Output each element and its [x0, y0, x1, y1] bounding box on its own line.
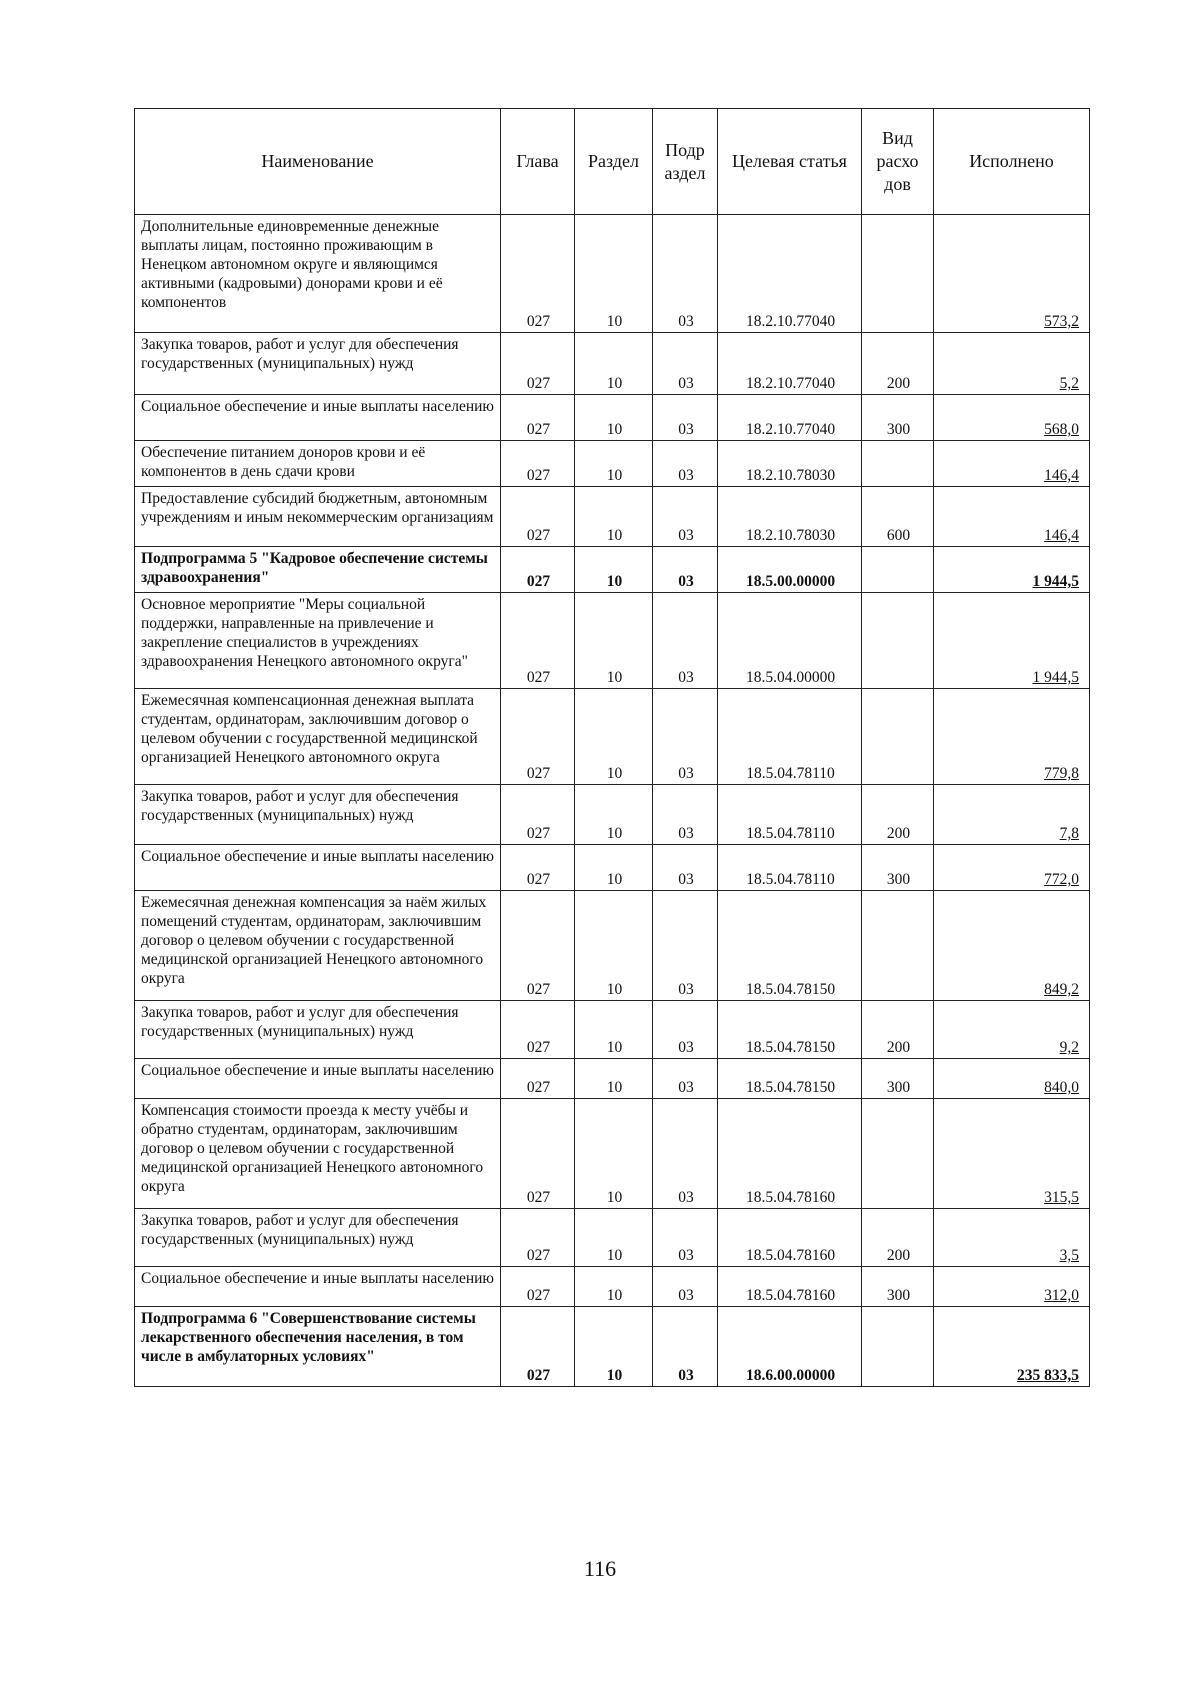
header-podrazdel: Подр аздел	[653, 109, 718, 215]
table-row	[135, 845, 1090, 891]
cell-glava: 027	[501, 689, 575, 785]
cell-tselevaya-statya: 18.2.10.77040	[718, 395, 862, 441]
cell-podrazdel: 03	[653, 215, 718, 333]
header-ispolneno: Исполнено	[934, 109, 1090, 215]
cell-glava: 027	[501, 333, 575, 395]
table-row	[135, 333, 1090, 395]
cell-tselevaya-statya: 18.2.10.77040	[718, 215, 862, 333]
cell-podrazdel: 03	[653, 1059, 718, 1099]
cell-tselevaya-statya: 18.5.04.78110	[718, 785, 862, 845]
cell-podrazdel: 03	[653, 845, 718, 891]
cell-name: Социальное обеспечение и иные выплаты населению	[135, 1059, 501, 1099]
table-row	[135, 1099, 1090, 1209]
cell-vid-raskhodov: 200	[862, 785, 934, 845]
cell-razdel: 10	[575, 891, 653, 1001]
cell-glava: 027	[501, 215, 575, 333]
table-row	[135, 215, 1090, 333]
cell-vid-raskhodov: 600	[862, 487, 934, 547]
cell-razdel: 10	[575, 395, 653, 441]
cell-vid-raskhodov	[862, 1307, 934, 1387]
cell-razdel: 10	[575, 593, 653, 689]
cell-podrazdel: 03	[653, 1209, 718, 1267]
cell-razdel: 10	[575, 441, 653, 487]
table-row	[135, 547, 1090, 593]
header-tselevaya-statya: Целевая статья	[718, 109, 862, 215]
cell-razdel: 10	[575, 547, 653, 593]
table-row	[135, 441, 1090, 487]
cell-podrazdel: 03	[653, 891, 718, 1001]
cell-razdel: 10	[575, 1267, 653, 1307]
table-row	[135, 1209, 1090, 1267]
cell-podrazdel: 03	[653, 785, 718, 845]
cell-tselevaya-statya: 18.5.00.00000	[718, 547, 862, 593]
cell-name: Ежемесячная компенсационная денежная выплата студентам, ординаторам, заключившим договор о целевом обучении с государственной медицинской организацией Ненецкого автономного округа	[135, 689, 501, 785]
table-row	[135, 785, 1090, 845]
cell-ispolneno: 312,0	[934, 1267, 1090, 1307]
cell-podrazdel: 03	[653, 1099, 718, 1209]
cell-vid-raskhodov: 300	[862, 1059, 934, 1099]
cell-podrazdel: 03	[653, 487, 718, 547]
cell-tselevaya-statya: 18.5.04.78160	[718, 1267, 862, 1307]
cell-glava: 027	[501, 891, 575, 1001]
header-razdel: Раздел	[575, 109, 653, 215]
cell-vid-raskhodov	[862, 689, 934, 785]
header-row	[135, 109, 1090, 215]
cell-name: Подпрограмма 6 "Совершенствование системы лекарственного обеспечения населения, в том числе в амбулаторных условиях"	[135, 1307, 501, 1387]
cell-vid-raskhodov	[862, 593, 934, 689]
cell-podrazdel: 03	[653, 395, 718, 441]
cell-name: Подпрограмма 5 "Кадровое обеспечение системы здравоохранения"	[135, 547, 501, 593]
cell-tselevaya-statya: 18.6.00.00000	[718, 1307, 862, 1387]
cell-ispolneno: 315,5	[934, 1099, 1090, 1209]
cell-podrazdel: 03	[653, 441, 718, 487]
cell-glava: 027	[501, 1307, 575, 1387]
table-row	[135, 1307, 1090, 1387]
cell-razdel: 10	[575, 487, 653, 547]
cell-ispolneno: 3,5	[934, 1209, 1090, 1267]
cell-vid-raskhodov: 300	[862, 395, 934, 441]
cell-razdel: 10	[575, 215, 653, 333]
cell-vid-raskhodov	[862, 891, 934, 1001]
cell-name: Дополнительные единовременные денежные выплаты лицам, постоянно проживающим в Ненецком автономном округе и являющимся активными (кадровыми) донорами крови и её компонентов	[135, 215, 501, 333]
cell-tselevaya-statya: 18.5.04.00000	[718, 593, 862, 689]
cell-glava: 027	[501, 845, 575, 891]
page-number: 116	[583, 1556, 617, 1581]
cell-ispolneno: 235 833,5	[934, 1307, 1090, 1387]
cell-tselevaya-statya: 18.5.04.78110	[718, 845, 862, 891]
cell-name: Социальное обеспечение и иные выплаты населению	[135, 1267, 501, 1307]
cell-tselevaya-statya: 18.2.10.78030	[718, 441, 862, 487]
cell-ispolneno: 146,4	[934, 487, 1090, 547]
cell-name: Социальное обеспечение и иные выплаты населению	[135, 845, 501, 891]
cell-razdel: 10	[575, 785, 653, 845]
cell-glava: 027	[501, 395, 575, 441]
cell-name: Компенсация стоимости проезда к месту учёбы и обратно студентам, ординаторам, заключившим договор о целевом обучении с государственной медицинской организацией Ненецкого автономного округа	[135, 1099, 501, 1209]
cell-name: Закупка товаров, работ и услуг для обеспечения государственных (муниципальных) нужд	[135, 1209, 501, 1267]
cell-ispolneno: 573,2	[934, 215, 1090, 333]
cell-tselevaya-statya: 18.5.04.78150	[718, 1059, 862, 1099]
table-row	[135, 487, 1090, 547]
cell-tselevaya-statya: 18.5.04.78110	[718, 689, 862, 785]
cell-vid-raskhodov	[862, 215, 934, 333]
cell-razdel: 10	[575, 1099, 653, 1209]
cell-name: Предоставление субсидий бюджетным, автономным учреждениям и иным некоммерческим организациям	[135, 487, 501, 547]
cell-razdel: 10	[575, 1209, 653, 1267]
cell-tselevaya-statya: 18.5.04.78150	[718, 891, 862, 1001]
cell-glava: 027	[501, 1267, 575, 1307]
cell-tselevaya-statya: 18.5.04.78150	[718, 1001, 862, 1059]
cell-name: Закупка товаров, работ и услуг для обеспечения государственных (муниципальных) нужд	[135, 1001, 501, 1059]
cell-name: Основное мероприятие "Меры социальной поддержки, направленные на привлечение и закрепление специалистов в учреждениях здравоохранения Ненецкого автономного округа"	[135, 593, 501, 689]
cell-vid-raskhodov	[862, 1099, 934, 1209]
cell-vid-raskhodov	[862, 441, 934, 487]
cell-podrazdel: 03	[653, 1267, 718, 1307]
cell-name: Закупка товаров, работ и услуг для обеспечения государственных (муниципальных) нужд	[135, 785, 501, 845]
cell-ispolneno: 1 944,5	[934, 547, 1090, 593]
budget-table-container	[134, 108, 1089, 1387]
table-header	[135, 109, 1090, 215]
table-row	[135, 689, 1090, 785]
table-row	[135, 593, 1090, 689]
cell-podrazdel: 03	[653, 333, 718, 395]
header-glava: Глава	[501, 109, 575, 215]
cell-razdel: 10	[575, 333, 653, 395]
budget-table	[134, 108, 1090, 1387]
cell-glava: 027	[501, 785, 575, 845]
cell-ispolneno: 5,2	[934, 333, 1090, 395]
cell-ispolneno: 7,8	[934, 785, 1090, 845]
cell-razdel: 10	[575, 1059, 653, 1099]
cell-glava: 027	[501, 547, 575, 593]
cell-podrazdel: 03	[653, 593, 718, 689]
cell-vid-raskhodov: 300	[862, 845, 934, 891]
cell-glava: 027	[501, 441, 575, 487]
cell-glava: 027	[501, 1099, 575, 1209]
table-row	[135, 1267, 1090, 1307]
cell-name: Обеспечение питанием доноров крови и её компонентов в день сдачи крови	[135, 441, 501, 487]
cell-ispolneno: 568,0	[934, 395, 1090, 441]
cell-ispolneno: 9,2	[934, 1001, 1090, 1059]
table-row	[135, 1059, 1090, 1099]
cell-tselevaya-statya: 18.5.04.78160	[718, 1099, 862, 1209]
header-vid-raskhodov: Вид расхо дов	[862, 109, 934, 215]
cell-vid-raskhodov: 200	[862, 333, 934, 395]
cell-razdel: 10	[575, 689, 653, 785]
cell-glava: 027	[501, 1209, 575, 1267]
cell-vid-raskhodov	[862, 547, 934, 593]
cell-ispolneno: 772,0	[934, 845, 1090, 891]
cell-podrazdel: 03	[653, 1001, 718, 1059]
cell-name: Ежемесячная денежная компенсация за наём жилых помещений студентам, ординаторам, заключившим договор о целевом обучении с государственной медицинской организацией Ненецкого автономного округа	[135, 891, 501, 1001]
cell-podrazdel: 03	[653, 689, 718, 785]
cell-name: Закупка товаров, работ и услуг для обеспечения государственных (муниципальных) нужд	[135, 333, 501, 395]
cell-ispolneno: 779,8	[934, 689, 1090, 785]
cell-ispolneno: 146,4	[934, 441, 1090, 487]
header-name: Наименование	[135, 109, 501, 215]
cell-ispolneno: 849,2	[934, 891, 1090, 1001]
cell-vid-raskhodov: 300	[862, 1267, 934, 1307]
cell-glava: 027	[501, 593, 575, 689]
table-row	[135, 1001, 1090, 1059]
table-row	[135, 891, 1090, 1001]
table-body	[135, 215, 1090, 1387]
cell-vid-raskhodov: 200	[862, 1209, 934, 1267]
cell-razdel: 10	[575, 1001, 653, 1059]
cell-tselevaya-statya: 18.5.04.78160	[718, 1209, 862, 1267]
cell-ispolneno: 1 944,5	[934, 593, 1090, 689]
cell-podrazdel: 03	[653, 1307, 718, 1387]
cell-glava: 027	[501, 1001, 575, 1059]
cell-tselevaya-statya: 18.2.10.77040	[718, 333, 862, 395]
cell-glava: 027	[501, 487, 575, 547]
cell-podrazdel: 03	[653, 547, 718, 593]
cell-razdel: 10	[575, 1307, 653, 1387]
table-row	[135, 395, 1090, 441]
cell-ispolneno: 840,0	[934, 1059, 1090, 1099]
cell-glava: 027	[501, 1059, 575, 1099]
cell-name: Социальное обеспечение и иные выплаты населению	[135, 395, 501, 441]
cell-vid-raskhodov: 200	[862, 1001, 934, 1059]
cell-tselevaya-statya: 18.2.10.78030	[718, 487, 862, 547]
cell-razdel: 10	[575, 845, 653, 891]
